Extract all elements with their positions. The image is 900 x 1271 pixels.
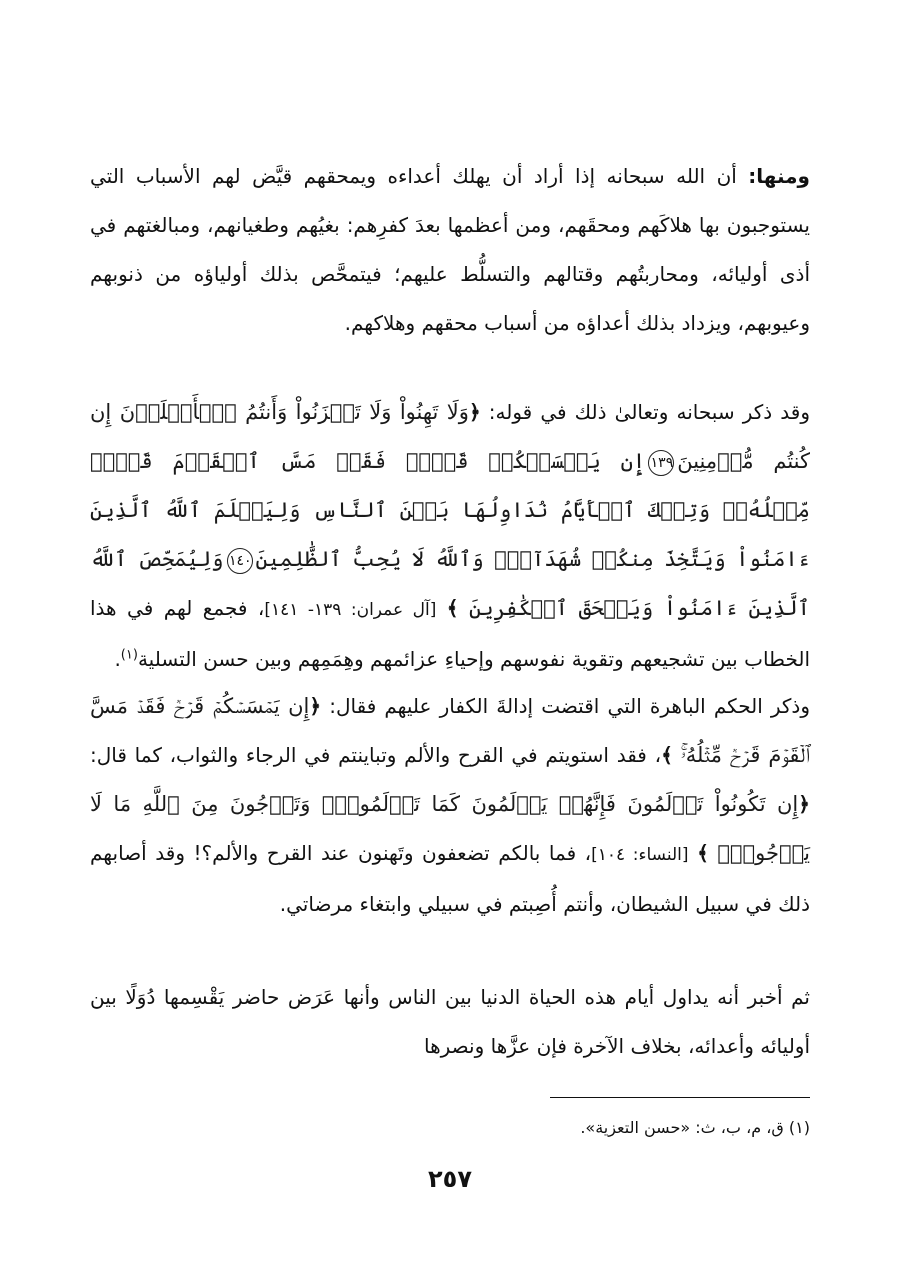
quran-verse-140: إِن يَمۡسَسۡكُمۡ قَرۡحٞ فَقَدۡ مَسَّ ٱلۡقَوۡمَ قَرۡحٞ مِّثۡلُهُۥۚ وَتِلۡكَ ٱلۡأَيَّامُ نُدَاوِلُهَا بَيۡنَ ٱلنَّاسِ وَلِيَعۡلَمَ ٱللَّهُ ٱلَّذِينَ ءَامَنُواْ وَيَتَّخِذَ مِنكُمۡ شُهَدَآءَۗ وَٱللَّهُ لَا يُحِبُّ ٱلظَّٰلِمِينَ: [90, 449, 810, 571]
paragraph-2-end: .: [114, 647, 121, 671]
quran-brace-open: ﴿: [309, 694, 322, 718]
ayah-number-140: ١٤٠: [227, 548, 253, 574]
quran-brace-open: ﴿: [468, 400, 481, 424]
footnote-reference[interactable]: (١): [120, 647, 138, 663]
quran-brace-close-2: ﴾: [697, 841, 709, 865]
quran-verse-nisa-104: إِن تَكُونُواْ تَأۡلَمُونَ فَإِنَّهُمۡ يَأۡلَمُونَ كَمَا تَأۡلَمُونَۖ وَتَرۡجُونَ مِنَ ٱللَّهِ مَا لَا يَرۡجُونَۗ: [90, 792, 811, 865]
footnote-divider: [550, 1097, 810, 1098]
footnote: [90, 1116, 810, 1140]
paragraph-1-text: [90, 152, 810, 348]
paragraph-2-text: [90, 388, 810, 684]
paragraph-2-intro: وقد ذكر سبحانه وتعالىٰ ذلك في قوله:: [480, 400, 811, 424]
quran-verse-140-excerpt: إِن يَمۡسَسۡكُمۡ قَرۡحٞ فَقَدۡ مَسَّ ٱلۡقَوۡمَ قَرۡحٞ مِّثۡلُهُۥۚ: [90, 694, 811, 767]
paragraph-1-lead: ومنها:: [748, 164, 810, 188]
quran-verse-139: وَلَا تَهِنُواْ وَلَا تَحۡزَنُواْ وَأَنتُمُ ٱلۡأَعۡلَوۡنَ إِن كُنتُم مُّؤۡمِنِينَ: [90, 400, 810, 473]
ayah-number-139: ١٣٩: [648, 450, 674, 476]
paragraph-3: [90, 682, 810, 952]
paragraph-4: [90, 973, 810, 1073]
paragraph-3-body-2: ، فما بالكم تضعفون وتَهنون عند القرح والألم؟! وقد أصابهم ذلك في سبيل الشيطان، وأنتم أُصِبتم في سبيلي وابتغاء مرضاتي.: [90, 841, 810, 916]
footnote-marker: (١): [788, 1118, 810, 1137]
paragraph-3-body-1: ، فقد استويتم في القرح والألم وتباينتم في الرجاء والثواب، كما قال:: [90, 743, 662, 767]
paragraph-2-body: ، فجمع لهم في هذا الخطاب بين تشجيعهم وتقوية نفوسهم وإحياءِ عزائمهم وهِمَمِهم وبين حسن التسلية: [90, 596, 810, 671]
paragraph-3-intro: وذكر الحكم الباهرة التي اقتضت إدالةَ الكفار عليهم فقال:: [321, 694, 810, 718]
paragraph-2: [90, 388, 811, 671]
quran-brace-close: ﴾: [661, 743, 673, 767]
quran-brace-open-2: ﴿: [798, 792, 810, 816]
footnote-text: ق، م، ب، ث: «حسن التعزية».: [580, 1118, 784, 1137]
quran-brace-close: ﴾: [446, 596, 459, 620]
paragraph-1-body: أن الله سبحانه إذا أراد أن يهلك أعداءه ويمحقهم قيَّض لهم الأسباب التي يستوجبون بها هلاكَهم ومحقَهم، ومن أعظمها بعدَ كفرِهم: بغيُهم وطغيانهم، ومبالغتهم في أذى أوليائه، ومحاربتُهم وقتالهم والتسلُّط عليهم؛ فيتمحَّص بذلك أولياؤه من ذنوبهم وعيوبهم، ويزداد بذلك أعداؤه من أسباب محقهم وهلاكهم.: [90, 164, 810, 335]
paragraph-1: [90, 152, 810, 397]
citation-an-nisa: [النساء: ١٠٤]: [591, 845, 689, 865]
paragraph-3-text: [90, 682, 810, 929]
page-number: ٢٥٧: [428, 1165, 472, 1193]
quran-verse-141: وَلِيُمَحِّصَ ٱللَّهُ ٱلَّذِينَ ءَامَنُواْ وَيَمۡحَقَ ٱلۡكَٰفِرِينَ: [90, 547, 810, 620]
citation-al-imran: [آل عمران: ١٣٩- ١٤١]: [264, 600, 437, 620]
paragraph-4-text: ثم أخبر أنه يداول أيام هذه الحياة الدنيا بين الناس وأنها عَرَض حاضر يَقْسِمها دُوَلًا بين أوليائه وأعدائه، بخلاف الآخرة فإن عزَّها ونصرها: [90, 985, 810, 1058]
